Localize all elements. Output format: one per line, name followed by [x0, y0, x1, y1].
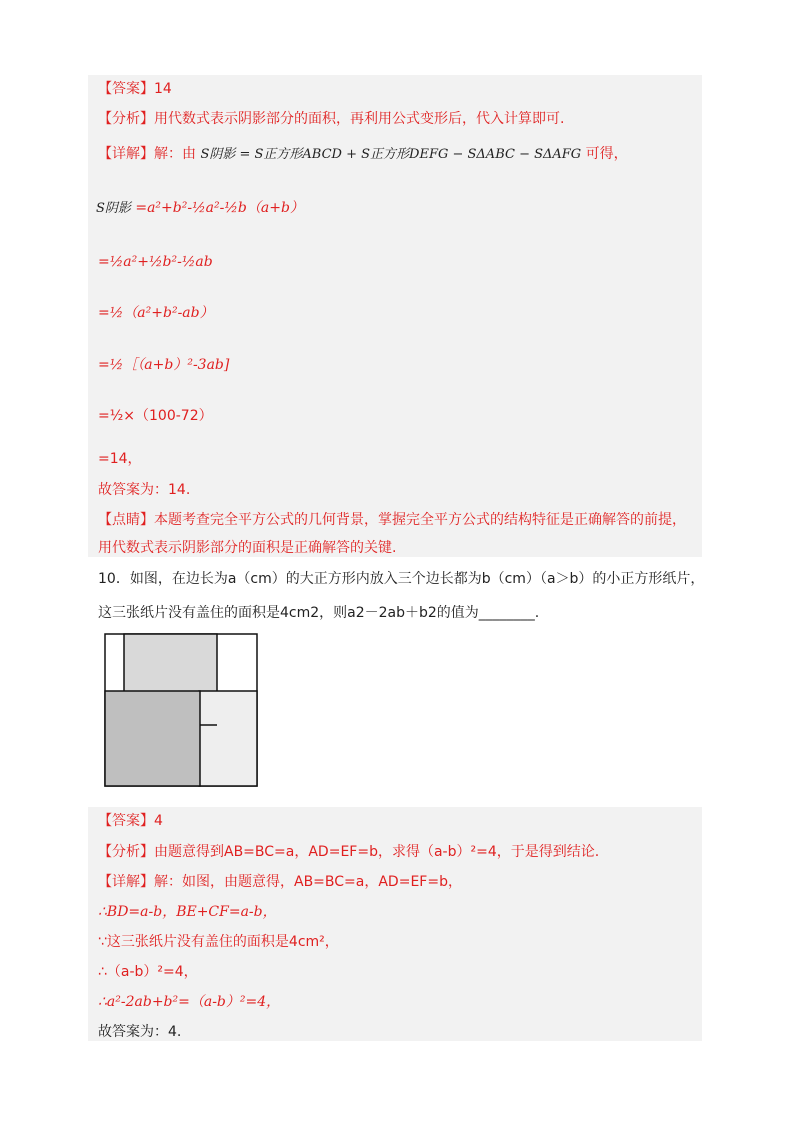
- q9-step2: =½a²+½b²-½ab: [98, 254, 213, 270]
- q10-question-line1: 10．如图，在边长为a（cm）的大正方形内放入三个边长都为b（cm）（a＞b）的小正方形纸片，: [98, 571, 705, 587]
- q9-answer: 【答案】14: [98, 81, 172, 97]
- q9-detail-line: [98, 144, 628, 165]
- q9-step3: =½（a²+b²-ab）: [98, 305, 214, 321]
- q9-comment-1: 【点睛】本题考查完全平方公式的几何背景，掌握完全平方公式的结构特征是正确解答的前提，: [98, 512, 686, 528]
- q9-analysis: 【分析】用代数式表示阴影部分的面积，再利用公式变形后，代入计算即可.: [98, 111, 565, 127]
- q9-comment-2: 用代数式表示阴影部分的面积是正确解答的关键.: [98, 540, 397, 556]
- q9-final: 故答案为：14.: [98, 482, 191, 498]
- q10-l1: ∴BD=a-b，BE+CF=a-b，: [98, 904, 277, 920]
- q10-analysis: 【分析】由题意得到AB=BC=a，AD=EF=b，求得（a-b）²=4，于是得到结论.: [98, 844, 600, 860]
- q9-step1-text: =a²+b²-½a²-½b（a+b）: [135, 200, 304, 216]
- q10-squares-figure: [104, 633, 258, 787]
- small-square-bottom-left: [105, 691, 200, 786]
- q10-final: 故答案为：4.: [98, 1024, 182, 1040]
- small-square-right: [199, 691, 257, 786]
- q9-step1: [96, 198, 304, 219]
- q9-s-shadow: S阴影: [96, 201, 131, 216]
- q10-answer: 【答案】4: [98, 813, 163, 829]
- q9-step6: =14，: [98, 451, 142, 467]
- q9-step5: =½×（100-72）: [98, 408, 213, 424]
- q10-l3: ∴（a-b）²=4，: [98, 964, 198, 980]
- q9-detail-suffix: 可得，: [585, 146, 628, 162]
- q10-l4: ∴a²-2ab+b²=（a-b）²=4，: [98, 994, 281, 1010]
- q9-detail-formula: S阴影 = S正方形ABCD + S正方形DEFG − SΔABC − SΔAFG: [200, 147, 582, 162]
- q9-detail-prefix: 【详解】解：由: [98, 146, 196, 162]
- q10-question-line2: 这三张纸片没有盖住的面积是4cm2，则a2－2ab＋b2的值为________.: [98, 605, 540, 621]
- q10-l2: ∵这三张纸片没有盖住的面积是4cm²，: [98, 934, 339, 950]
- q10-detail: 【详解】解：如图，由题意得，AB=BC=a，AD=EF=b，: [98, 874, 462, 890]
- q9-step4: =½［（a+b）²-3ab]: [98, 357, 230, 373]
